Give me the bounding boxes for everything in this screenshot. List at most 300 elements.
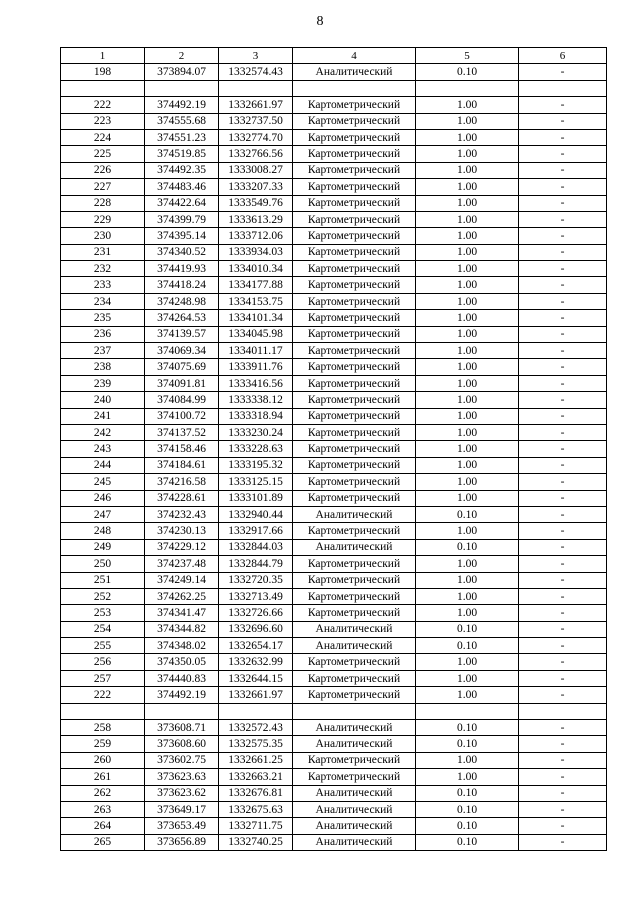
table-cell: 1.00	[416, 457, 519, 473]
table-cell: 224	[61, 129, 145, 145]
table-cell: Картометрический	[293, 556, 416, 572]
table-cell: -	[519, 556, 607, 572]
table-cell: Аналитический	[293, 64, 416, 80]
table-cell: -	[519, 752, 607, 768]
table-cell: 1.00	[416, 293, 519, 309]
table-cell: -	[519, 720, 607, 736]
table-cell: 251	[61, 572, 145, 588]
column-header: 5	[416, 48, 519, 64]
table-cell: 0.10	[416, 638, 519, 654]
table-cell: 1.00	[416, 129, 519, 145]
table-cell: 1.00	[416, 752, 519, 768]
table-cell: 374069.34	[145, 343, 219, 359]
table-cell: Картометрический	[293, 326, 416, 342]
table-row	[61, 670, 607, 686]
table-cell: 374492.19	[145, 97, 219, 113]
table-cell	[519, 80, 607, 96]
table-cell: Картометрический	[293, 129, 416, 145]
table-cell: 1334045.98	[219, 326, 293, 342]
table-cell: 243	[61, 441, 145, 457]
table-cell	[145, 703, 219, 719]
table-cell: Картометрический	[293, 474, 416, 490]
table-row	[61, 736, 607, 752]
table-cell: 1334101.34	[219, 310, 293, 326]
table-cell: -	[519, 211, 607, 227]
table-cell: 373623.63	[145, 769, 219, 785]
table-cell: Аналитический	[293, 818, 416, 834]
table-cell: 0.10	[416, 64, 519, 80]
table-cell: -	[519, 97, 607, 113]
table-row	[61, 506, 607, 522]
table-cell: Картометрический	[293, 523, 416, 539]
table-cell: 1.00	[416, 408, 519, 424]
table-cell: -	[519, 457, 607, 473]
table-cell: -	[519, 326, 607, 342]
table-cell: -	[519, 818, 607, 834]
table-cell: 373653.49	[145, 818, 219, 834]
table-cell: Картометрический	[293, 605, 416, 621]
table-cell	[416, 703, 519, 719]
table-cell: -	[519, 769, 607, 785]
table-row	[61, 605, 607, 621]
table-row	[61, 162, 607, 178]
table-cell: -	[519, 424, 607, 440]
table-cell: 226	[61, 162, 145, 178]
column-header: 4	[293, 48, 416, 64]
table-cell: 0.10	[416, 506, 519, 522]
table-cell: -	[519, 261, 607, 277]
table-cell: 1.00	[416, 162, 519, 178]
table-cell: 373656.89	[145, 834, 219, 850]
table-cell: 1332575.35	[219, 736, 293, 752]
table-cell: 0.10	[416, 818, 519, 834]
table-cell: Картометрический	[293, 97, 416, 113]
table-cell: 239	[61, 375, 145, 391]
table-row	[61, 195, 607, 211]
table-cell: Картометрический	[293, 654, 416, 670]
table-cell: Картометрический	[293, 359, 416, 375]
table-cell: 374519.85	[145, 146, 219, 162]
table-cell: 1.00	[416, 211, 519, 227]
table-cell: Картометрический	[293, 277, 416, 293]
table-cell: Аналитический	[293, 638, 416, 654]
table-cell: 247	[61, 506, 145, 522]
coordinates-table	[60, 47, 607, 851]
table-row	[61, 441, 607, 457]
table-cell: 252	[61, 588, 145, 604]
table-cell: 263	[61, 801, 145, 817]
table-row	[61, 638, 607, 654]
table-cell: 1332774.70	[219, 129, 293, 145]
table-cell	[61, 703, 145, 719]
table-cell: 374492.19	[145, 687, 219, 703]
table-cell: -	[519, 375, 607, 391]
table-cell: 374248.98	[145, 293, 219, 309]
table-row	[61, 113, 607, 129]
table-cell: 1.00	[416, 556, 519, 572]
table-cell: 0.10	[416, 720, 519, 736]
table-cell: 1.00	[416, 310, 519, 326]
table-cell: Картометрический	[293, 310, 416, 326]
table-cell: 374340.52	[145, 244, 219, 260]
table-cell: Картометрический	[293, 687, 416, 703]
table-cell: -	[519, 179, 607, 195]
table-cell: 245	[61, 474, 145, 490]
table-cell: Картометрический	[293, 228, 416, 244]
table-cell	[219, 80, 293, 96]
table-cell: 227	[61, 179, 145, 195]
table-cell: 1332917.66	[219, 523, 293, 539]
table-cell: 250	[61, 556, 145, 572]
table-cell: 262	[61, 785, 145, 801]
table-cell: 1.00	[416, 375, 519, 391]
table-cell	[61, 80, 145, 96]
table-cell: Аналитический	[293, 539, 416, 555]
table-cell	[416, 80, 519, 96]
table-row	[61, 80, 607, 96]
table-cell: 230	[61, 228, 145, 244]
table-cell: 1333207.33	[219, 179, 293, 195]
table-cell: 374344.82	[145, 621, 219, 637]
table-cell: 1.00	[416, 588, 519, 604]
table-row	[61, 293, 607, 309]
table-cell: 1.00	[416, 670, 519, 686]
table-cell: 1.00	[416, 261, 519, 277]
table-cell: 1.00	[416, 605, 519, 621]
table-cell: 257	[61, 670, 145, 686]
table-cell: 374139.57	[145, 326, 219, 342]
table-cell: 241	[61, 408, 145, 424]
table-cell: 1332726.66	[219, 605, 293, 621]
table-cell: 238	[61, 359, 145, 375]
table-cell: Картометрический	[293, 424, 416, 440]
table-cell: 1333911.76	[219, 359, 293, 375]
table-cell: -	[519, 310, 607, 326]
table-cell: 374492.35	[145, 162, 219, 178]
table-cell: 254	[61, 621, 145, 637]
table-header-row	[61, 48, 607, 64]
table-cell: 1332766.56	[219, 146, 293, 162]
table-cell: 259	[61, 736, 145, 752]
table-cell: Картометрический	[293, 457, 416, 473]
table-cell	[219, 703, 293, 719]
table-row	[61, 310, 607, 326]
table-cell: 1333416.56	[219, 375, 293, 391]
table-cell: 374228.61	[145, 490, 219, 506]
table-cell: 0.10	[416, 785, 519, 801]
table-cell: -	[519, 670, 607, 686]
table-cell: 374399.79	[145, 211, 219, 227]
table-cell: 1333613.29	[219, 211, 293, 227]
table-cell: -	[519, 146, 607, 162]
table-cell: 374229.12	[145, 539, 219, 555]
table-cell: 1334010.34	[219, 261, 293, 277]
table-row	[61, 424, 607, 440]
table-cell: -	[519, 129, 607, 145]
table-cell: 253	[61, 605, 145, 621]
table-cell: -	[519, 572, 607, 588]
table-cell: 1333101.89	[219, 490, 293, 506]
table-cell: 0.10	[416, 736, 519, 752]
table-cell: 233	[61, 277, 145, 293]
table-cell: 1333549.76	[219, 195, 293, 211]
table-cell: -	[519, 801, 607, 817]
table-cell: 1332844.79	[219, 556, 293, 572]
table-row	[61, 818, 607, 834]
table-cell: 374264.53	[145, 310, 219, 326]
table-cell: 1.00	[416, 572, 519, 588]
table-cell: -	[519, 539, 607, 555]
table-cell: Картометрический	[293, 244, 416, 260]
table-cell: 1332661.97	[219, 687, 293, 703]
table-row	[61, 752, 607, 768]
table-cell: 373608.60	[145, 736, 219, 752]
table-cell: 0.10	[416, 801, 519, 817]
table-cell: -	[519, 359, 607, 375]
table-cell: -	[519, 605, 607, 621]
page-number: 8	[316, 14, 324, 29]
table-row	[61, 146, 607, 162]
table-cell: -	[519, 293, 607, 309]
table-cell: 240	[61, 392, 145, 408]
table-cell: 1332661.25	[219, 752, 293, 768]
table-row	[61, 64, 607, 80]
table-cell: Картометрический	[293, 375, 416, 391]
table-cell: Картометрический	[293, 179, 416, 195]
table-cell: -	[519, 523, 607, 539]
table-cell: 374216.58	[145, 474, 219, 490]
table-cell: 1334153.75	[219, 293, 293, 309]
table-row	[61, 129, 607, 145]
table-cell: 1333228.63	[219, 441, 293, 457]
table-cell: 225	[61, 146, 145, 162]
table-cell: 1332644.15	[219, 670, 293, 686]
table-cell: 1334011.17	[219, 343, 293, 359]
table-cell: 1.00	[416, 441, 519, 457]
table-body	[61, 64, 607, 851]
table-cell: Аналитический	[293, 720, 416, 736]
table-cell: 1.00	[416, 244, 519, 260]
table-row	[61, 539, 607, 555]
table-cell: -	[519, 736, 607, 752]
table-row	[61, 408, 607, 424]
table-cell	[519, 703, 607, 719]
table-cell: 1333125.15	[219, 474, 293, 490]
table-cell: 1.00	[416, 195, 519, 211]
table-row	[61, 97, 607, 113]
table-cell: 1332940.44	[219, 506, 293, 522]
table-row	[61, 687, 607, 703]
table-cell: 261	[61, 769, 145, 785]
table-cell: 1332713.49	[219, 588, 293, 604]
table-row	[61, 179, 607, 195]
table-cell: 1.00	[416, 474, 519, 490]
table-cell: Картометрический	[293, 408, 416, 424]
column-header: 6	[519, 48, 607, 64]
table-cell: 1332661.97	[219, 97, 293, 113]
table-cell: 234	[61, 293, 145, 309]
table-cell: -	[519, 195, 607, 211]
table-row	[61, 785, 607, 801]
column-header: 1	[61, 48, 145, 64]
table-row	[61, 556, 607, 572]
table-cell: 198	[61, 64, 145, 80]
table-cell: -	[519, 277, 607, 293]
table-cell: 222	[61, 687, 145, 703]
table-cell: 265	[61, 834, 145, 850]
table-cell: -	[519, 343, 607, 359]
table-cell: 1333712.06	[219, 228, 293, 244]
table-row	[61, 228, 607, 244]
table-cell: 232	[61, 261, 145, 277]
table-cell: 374341.47	[145, 605, 219, 621]
table-cell: 1334177.88	[219, 277, 293, 293]
table-cell: 1332844.03	[219, 539, 293, 555]
table-cell: Картометрический	[293, 441, 416, 457]
table-cell: Картометрический	[293, 572, 416, 588]
table-cell: 1.00	[416, 654, 519, 670]
table-cell: 260	[61, 752, 145, 768]
table-cell: Картометрический	[293, 392, 416, 408]
table-cell: 374348.02	[145, 638, 219, 654]
table-cell: 222	[61, 97, 145, 113]
table-cell: 235	[61, 310, 145, 326]
table-cell: 1332632.99	[219, 654, 293, 670]
table-cell: -	[519, 785, 607, 801]
table-cell: -	[519, 506, 607, 522]
table-cell: Картометрический	[293, 261, 416, 277]
table-cell: 374422.64	[145, 195, 219, 211]
table-cell: 0.10	[416, 539, 519, 555]
table-cell: -	[519, 621, 607, 637]
table-cell: 228	[61, 195, 145, 211]
table-cell: 1.00	[416, 113, 519, 129]
table-row	[61, 343, 607, 359]
table-cell: 1332572.43	[219, 720, 293, 736]
table-cell: 229	[61, 211, 145, 227]
table-cell: 374440.83	[145, 670, 219, 686]
table-cell: Картометрический	[293, 490, 416, 506]
table-cell: 1332574.43	[219, 64, 293, 80]
table-cell: Картометрический	[293, 343, 416, 359]
table-cell: 374555.68	[145, 113, 219, 129]
table-cell: -	[519, 244, 607, 260]
table-cell: -	[519, 64, 607, 80]
table-cell: 374419.93	[145, 261, 219, 277]
table-cell: 248	[61, 523, 145, 539]
table-row	[61, 834, 607, 850]
table-cell: Аналитический	[293, 736, 416, 752]
table-cell	[293, 703, 416, 719]
table-row	[61, 769, 607, 785]
table-cell: 255	[61, 638, 145, 654]
table-cell: 1333008.27	[219, 162, 293, 178]
table-cell: -	[519, 638, 607, 654]
table-row	[61, 392, 607, 408]
table-row	[61, 703, 607, 719]
table-cell: Картометрический	[293, 211, 416, 227]
table-cell: 236	[61, 326, 145, 342]
table-cell: 374418.24	[145, 277, 219, 293]
table-cell: 1.00	[416, 228, 519, 244]
table-cell: 1.00	[416, 490, 519, 506]
table-cell: 374350.05	[145, 654, 219, 670]
table-cell: 1.00	[416, 392, 519, 408]
table-cell	[145, 80, 219, 96]
table-cell: 374091.81	[145, 375, 219, 391]
table-row	[61, 572, 607, 588]
table-cell: 374249.14	[145, 572, 219, 588]
table-cell: -	[519, 162, 607, 178]
table-cell: 1.00	[416, 424, 519, 440]
table-cell: -	[519, 654, 607, 670]
table-cell: 1332737.50	[219, 113, 293, 129]
table-row	[61, 720, 607, 736]
table-cell: Картометрический	[293, 670, 416, 686]
table-row	[61, 474, 607, 490]
table-row	[61, 326, 607, 342]
table-cell: 1.00	[416, 146, 519, 162]
table-cell: 1.00	[416, 687, 519, 703]
table-cell: -	[519, 228, 607, 244]
column-header: 2	[145, 48, 219, 64]
table-cell: 0.10	[416, 621, 519, 637]
column-header: 3	[219, 48, 293, 64]
table-cell: 244	[61, 457, 145, 473]
table-cell: 374551.23	[145, 129, 219, 145]
table-row	[61, 457, 607, 473]
table-cell: -	[519, 687, 607, 703]
table-cell: 373608.71	[145, 720, 219, 736]
table-row	[61, 654, 607, 670]
table-cell: -	[519, 588, 607, 604]
table-cell: 374395.14	[145, 228, 219, 244]
table-cell: 231	[61, 244, 145, 260]
table-cell: 256	[61, 654, 145, 670]
table-cell: Картометрический	[293, 195, 416, 211]
table-cell: -	[519, 834, 607, 850]
table-cell: 1333934.03	[219, 244, 293, 260]
table-cell	[293, 80, 416, 96]
table-cell: 1332663.21	[219, 769, 293, 785]
table-cell: 374158.46	[145, 441, 219, 457]
table-cell: 374237.48	[145, 556, 219, 572]
table-row	[61, 261, 607, 277]
table-cell: 1332676.81	[219, 785, 293, 801]
table-cell: 1.00	[416, 769, 519, 785]
table-cell: 1332740.25	[219, 834, 293, 850]
table-cell: 374262.25	[145, 588, 219, 604]
table-cell: 374230.13	[145, 523, 219, 539]
table-cell: 1332711.75	[219, 818, 293, 834]
table-cell: -	[519, 113, 607, 129]
table-cell: 264	[61, 818, 145, 834]
table-cell: 1.00	[416, 326, 519, 342]
table-row	[61, 277, 607, 293]
table-cell: 1.00	[416, 277, 519, 293]
table-cell: 373623.62	[145, 785, 219, 801]
table-cell: 258	[61, 720, 145, 736]
table-cell: 1333195.32	[219, 457, 293, 473]
table-cell: 1333318.94	[219, 408, 293, 424]
table-cell: 1332654.17	[219, 638, 293, 654]
table-row	[61, 359, 607, 375]
table-cell: 1.00	[416, 523, 519, 539]
table-cell: 0.10	[416, 834, 519, 850]
table-cell: Картометрический	[293, 752, 416, 768]
table-cell: 1.00	[416, 97, 519, 113]
table-cell: Аналитический	[293, 506, 416, 522]
